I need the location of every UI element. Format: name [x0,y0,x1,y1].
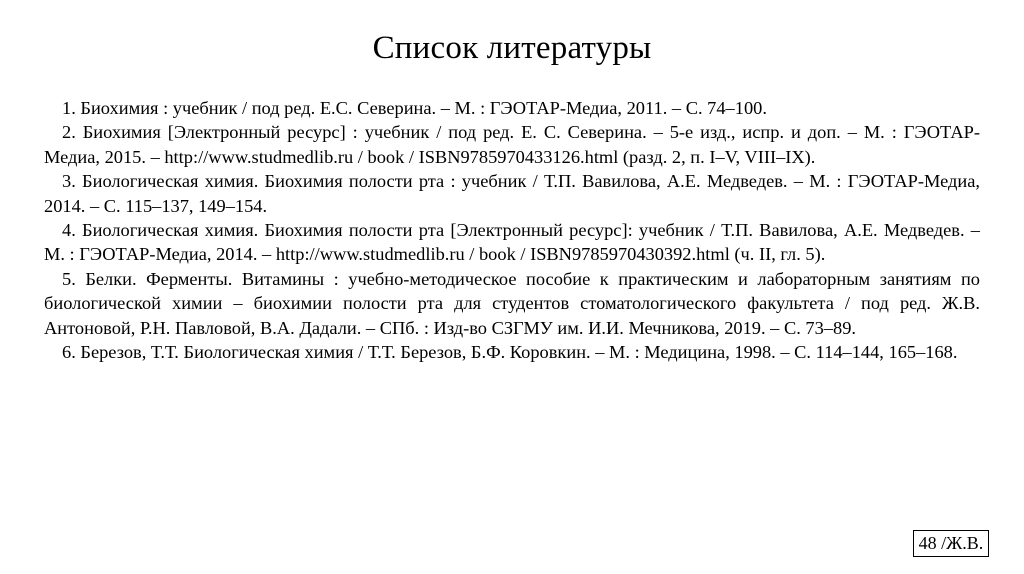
reference-item-1: 1. Биохимия : учебник / под ред. Е.С. Северина. – М. : ГЭОТАР-Медиа, 2011. – С. 74–100. [62,98,767,118]
reference-item-6: 6. Березов, Т.Т. Биологическая химия / Т.Т. Березов, Б.Ф. Коровкин. – М. : Медицина, 1998. – С. 114–144, 165–168. [62,342,958,363]
reference-item-5: 5. Белки. Ферменты. Витамины : учебно-методическое пособие к практическим и лабораторным занятиям по биологической химии – биохимии полости рта для студентов стоматологического факультета / под ред. Ж.В. Антоновой, Р.Н. Павловой, В.А. Дадали. – СПб. : Изд-во СЗГМУ им. И.И. Мечникова, 2019. – С. 73–89. [44,268,980,338]
reference-item-4: 4. Биологическая химия. Биохимия полости рта [Электронный ресурс]: учебник / Т.П. Вавилова, А.Е. Медведев. – М. : ГЭОТАР-Медиа, 2014. – http://www.studmedlib.ru / book / ISBN9785970430392.html (ч. II, гл. 5). [44,220,980,265]
page-title: Список литературы [372,30,652,66]
reference-item-3: 3. Биологическая химия. Биохимия полости рта : учебник / Т.П. Вавилова, А.Е. Медведев. – М. : ГЭОТАР-Медиа, 2014. – С. 115–137, 149–154. [44,171,980,216]
reference-item-2: 2. Биохимия [Электронный ресурс] : учебник / под ред. Е. С. Северина. – 5-е изд., испр. и доп. – М. : ГЭОТАР-Медиа, 2015. – http://www.studmedlib.ru / book / ISBN9785970433126.html (разд. 2, п. I–V, VIII–IX). [44,122,980,167]
page-number-badge: 48 /Ж.В. [913,530,989,557]
reference-list [44,96,980,364]
